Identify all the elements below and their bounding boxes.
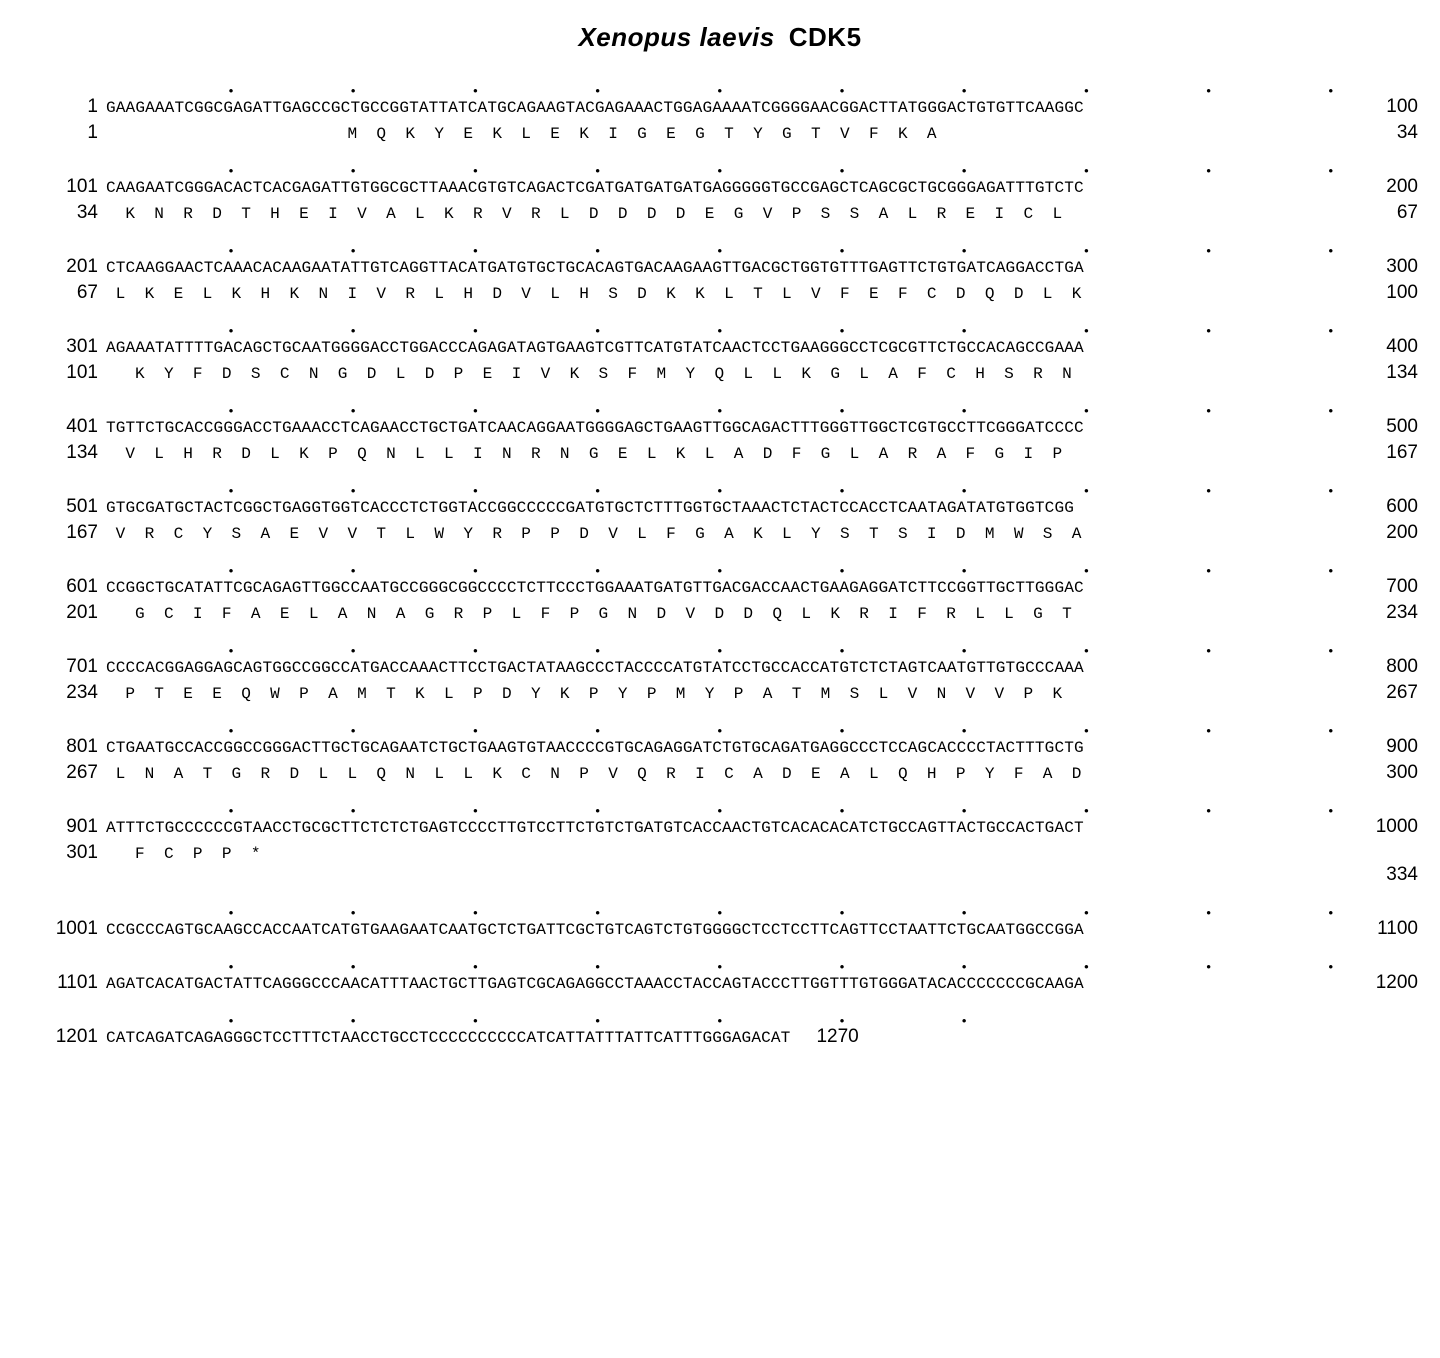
ruler-tick: •: [838, 804, 846, 819]
nt-end-number: 1270: [816, 1026, 859, 1047]
nt-end-number: 300: [1386, 256, 1418, 277]
ruler-tick: •: [471, 724, 480, 739]
ruler-tick: •: [838, 906, 846, 921]
ruler-tick: •: [593, 804, 602, 819]
nucleotide-sequence: AGAAATATTTTGACAGCTGCAATGGGGACCTGGACCCAGAGATAGTGAAGTCGTTCATGTATCAACTCCTGAAGGGCCTCGCGTTCTGCCACAGCCGAAA: [106, 339, 1084, 357]
ruler-tick: •: [715, 84, 724, 99]
amino-acid-sequence: F C P P *: [106, 845, 261, 863]
nt-start-number: 901: [66, 816, 98, 837]
ruler-tick: •: [960, 164, 969, 179]
nt-end-number: 500: [1386, 416, 1418, 437]
ruler-tick: •: [1326, 84, 1335, 99]
ruler-ticks: [114, 324, 1336, 339]
ruler-tick: •: [1326, 484, 1335, 499]
nucleotide-row: [22, 496, 1418, 518]
sequence-block: [22, 906, 1418, 940]
ruler-tick: •: [1326, 906, 1335, 921]
ruler-tick: •: [593, 564, 602, 579]
ruler-tick: •: [715, 564, 724, 579]
ruler-tick: •: [838, 404, 846, 419]
aa-start-number: 101: [66, 362, 98, 383]
amino-acid-row: [22, 282, 1418, 304]
ruler-tick: •: [838, 484, 846, 499]
ruler-tick: •: [960, 84, 969, 99]
aa-end-number: 34: [1396, 122, 1418, 143]
sequence-block: [22, 324, 1418, 384]
nucleotide-row: [22, 736, 1418, 758]
ruler-tick: •: [1082, 906, 1091, 921]
ruler-tick: •: [593, 84, 602, 99]
ruler-tick: •: [227, 724, 235, 739]
amino-acid-sequence: G C I F A E L A N A G R P L F P G N D V D D Q L K R I F R L L G T: [106, 605, 1072, 623]
ruler-tick: •: [1082, 84, 1091, 99]
ruler-tick: •: [349, 960, 358, 975]
sequence-block: [22, 564, 1418, 624]
ruler-tick: •: [227, 244, 235, 259]
ruler-tick: •: [471, 804, 480, 819]
ruler-tick: •: [838, 84, 846, 99]
ruler-tick: •: [960, 564, 969, 579]
ruler-tick: •: [1082, 324, 1091, 339]
nucleotide-row: [22, 96, 1418, 118]
ruler-tick: •: [715, 244, 724, 259]
sequence-block: [22, 84, 1418, 144]
ruler-tick: •: [593, 484, 602, 499]
nucleotide-row: [22, 816, 1418, 838]
aa-end-number: 167: [1386, 442, 1418, 463]
ruler-tick: •: [593, 906, 602, 921]
nucleotide-row: [22, 576, 1418, 598]
ruler-tick: •: [838, 324, 846, 339]
ruler-tick: •: [227, 84, 235, 99]
ruler-tick: •: [1204, 644, 1213, 659]
ruler-tick: •: [593, 164, 602, 179]
nucleotide-sequence: TGTTCTGCACCGGGACCTGAAACCTCAGAACCTGCTGATCAACAGGAATGGGGAGCTGAAGTTGGCAGACTTTGGGTTGGCTCGTGCCTTCGGGATCCCC: [106, 419, 1084, 437]
amino-acid-sequence: K Y F D S C N G D L D P E I V K S F M Y Q L L K G L A F C H S R N: [106, 365, 1072, 383]
amino-acid-sequence: P T E E Q W P A M T K L P D Y K P Y P M Y P A T M S L V N V V P K: [106, 685, 1063, 703]
ruler-tick: •: [593, 324, 602, 339]
ruler-tick: •: [227, 804, 235, 819]
ruler-tick: •: [1204, 804, 1213, 819]
ruler-tick: •: [349, 804, 358, 819]
ruler-tick: •: [960, 244, 969, 259]
nt-end-number: 800: [1386, 656, 1418, 677]
ruler-tick: •: [1082, 244, 1091, 259]
ruler-tick: •: [1326, 164, 1335, 179]
ruler-tick: •: [227, 644, 235, 659]
ruler-tick: •: [471, 244, 480, 259]
ruler-tick: •: [349, 906, 358, 921]
aa-start-number: 167: [66, 522, 98, 543]
aa-start-number: 1: [87, 122, 98, 143]
ruler-tick: •: [1326, 244, 1335, 259]
ruler-tick: •: [349, 724, 358, 739]
figure-title: [0, 0, 1440, 53]
aa-end-number: 234: [1386, 602, 1418, 623]
nt-start-number: 1: [87, 96, 98, 117]
nt-start-number: 501: [66, 496, 98, 517]
nucleotide-sequence: GTGCGATGCTACTCGGCTGAGGTGGTCACCCTCTGGTACCGGCCCCCGATGTGCTCTTTGGTGCTAAACTCTACTCCACCTCAATAGATATGTGGTCGG: [106, 499, 1075, 517]
nt-end-number: 400: [1386, 336, 1418, 357]
nt-start-number: 801: [66, 736, 98, 757]
aa-end-number: 267: [1386, 682, 1418, 703]
ruler-tick: •: [349, 564, 358, 579]
ruler-tick: •: [471, 404, 480, 419]
ruler-tick: •: [471, 484, 480, 499]
ruler-tick: •: [593, 644, 602, 659]
nucleotide-sequence: CAAGAATCGGGACACTCACGAGATTGTGGCGCTTAAACGTGTCAGACTCGATGATGATGATGAGGGGGTGCCGAGCTCAGCGCTGCGGGAGATTTGTCTC: [106, 179, 1084, 197]
sequence-blocks: [0, 84, 1440, 1048]
ruler-tick: •: [715, 164, 724, 179]
ruler-tick: •: [1326, 324, 1335, 339]
sequence-block: [22, 1014, 1418, 1048]
nt-start-number: 601: [66, 576, 98, 597]
amino-acid-sequence: V L H R D L K P Q N L L I N R N G E L K L A D F G L A R A F G I P: [106, 445, 1063, 463]
amino-acid-row: [22, 682, 1418, 704]
ruler-tick: •: [1204, 244, 1213, 259]
aa-end-number: 300: [1386, 762, 1418, 783]
nt-end-number: 700: [1386, 576, 1418, 597]
amino-acid-sequence: M Q K Y E K L E K I G E G T Y G T V F K A: [106, 125, 937, 143]
nt-start-number: 1101: [57, 972, 98, 993]
nt-start-number: 701: [66, 656, 98, 677]
ruler-tick: •: [349, 164, 358, 179]
amino-acid-row: [22, 522, 1418, 544]
nucleotide-sequence: ATTTCTGCCCCCCGTAACCTGCGCTTCTCTCTGAGTCCCCTTGTCCTTCTGTCTGATGTCACCAACTGTCACACACATCTGCCAGTTACTGCCACTGACT: [106, 819, 1084, 837]
ruler-tick: •: [1082, 960, 1091, 975]
ruler-tick: •: [227, 1014, 235, 1029]
ruler-tick: •: [471, 906, 480, 921]
sequence-block: [22, 164, 1418, 224]
ruler-tick: •: [1204, 404, 1213, 419]
ruler-tick: •: [1204, 960, 1213, 975]
ruler-ticks: [114, 804, 1336, 819]
ruler-tick: •: [471, 564, 480, 579]
amino-acid-row: [22, 202, 1418, 224]
ruler-ticks: [114, 724, 1336, 739]
ruler-tick: •: [1326, 564, 1335, 579]
ruler-ticks: [114, 484, 1336, 499]
nucleotide-sequence: CATCAGATCAGAGGGCTCCTTTCTAACCTGCCTCCCCCCCCCCATCATTATTTATTCATTTGGGAGACAT: [106, 1029, 791, 1047]
ruler-tick: •: [960, 324, 969, 339]
ruler-tick: •: [1326, 644, 1335, 659]
aa-end-number: 67: [1396, 202, 1418, 223]
nt-start-number: 401: [66, 416, 98, 437]
nt-end-number: 1200: [1375, 972, 1418, 993]
ruler-tick: •: [471, 164, 480, 179]
ruler-tick: •: [471, 1014, 480, 1029]
ruler-ticks: [114, 960, 1336, 975]
ruler-tick: •: [960, 960, 969, 975]
amino-acid-row: [22, 362, 1418, 384]
ruler-tick: •: [715, 404, 724, 419]
nucleotide-sequence: CCCCACGGAGGAGCAGTGGCCGGCCATGACCAAACTTCCTGACTATAAGCCCTACCCCATGTATCCTGCCACCATGTCTCTAGTCAATGTTGTGCCCAAA: [106, 659, 1084, 677]
ruler-tick: •: [1204, 164, 1213, 179]
nucleotide-row: [22, 972, 1418, 994]
ruler-tick: •: [349, 244, 358, 259]
ruler-ticks: [114, 404, 1336, 419]
nt-end-number: 200: [1386, 176, 1418, 197]
ruler-tick: •: [471, 324, 480, 339]
nt-start-number: 101: [66, 176, 98, 197]
species-name: Xenopus laevis: [578, 22, 775, 52]
sequence-block: [22, 724, 1418, 784]
ruler-tick: •: [838, 164, 846, 179]
ruler-ticks: [114, 1014, 1336, 1029]
nt-end-number: 1000: [1375, 816, 1418, 837]
sequence-block: [22, 404, 1418, 464]
ruler-tick: •: [593, 1014, 602, 1029]
aa-start-number: 201: [66, 602, 98, 623]
nucleotide-sequence: CCGGCTGCATATTCGCAGAGTTGGCCAATGCCGGGCGGCCCCTCTTCCCTGGAAATGATGTTGACGACCAACTGAAGAGGATCTTCCGGTTGCTTGGGAC: [106, 579, 1084, 597]
nucleotide-row: [22, 256, 1418, 278]
ruler-tick: •: [593, 724, 602, 739]
ruler-tick: •: [1082, 404, 1091, 419]
ruler-tick: •: [349, 324, 358, 339]
amino-acid-row: [22, 842, 1418, 864]
ruler-ticks: [114, 84, 1336, 99]
ruler-tick: •: [227, 164, 235, 179]
ruler-tick: •: [1204, 324, 1213, 339]
ruler-tick: •: [960, 644, 969, 659]
amino-acid-row: [22, 442, 1418, 464]
aa-start-number: 301: [66, 842, 98, 863]
ruler-ticks: [114, 644, 1336, 659]
aa-total-number: 334: [1386, 864, 1418, 885]
sequence-block: [22, 644, 1418, 704]
ruler-tick: •: [960, 404, 969, 419]
amino-acid-sequence: L K E L K H K N I V R L H D V L H S D K K L T L V F E F C D Q D L K: [106, 285, 1082, 303]
ruler-tick: •: [1204, 906, 1213, 921]
ruler-tick: •: [1326, 960, 1335, 975]
nucleotide-sequence: CCGCCCAGTGCAAGCCACCAATCATGTGAAGAATCAATGCTCTGATTCGCTGTCAGTCTGTGGGGCTCCTCCTTCAGTTCCTAATTCTGCAATGGCCGGA: [106, 921, 1084, 939]
nucleotide-row: [22, 656, 1418, 678]
nucleotide-sequence: CTGAATGCCACCGGCCGGGACTTGCTGCAGAATCTGCTGAAGTGTAACCCCGTGCAGAGGATCTGTGCAGATGAGGCCCTCCAGCACCCCTACTTTGCTG: [106, 739, 1084, 757]
ruler-tick: •: [1082, 644, 1091, 659]
ruler-tick: •: [838, 644, 846, 659]
nucleotide-row: [22, 1026, 1418, 1048]
nucleotide-row: [22, 416, 1418, 438]
ruler-tick: •: [960, 906, 969, 921]
nucleotide-row: [22, 176, 1418, 198]
aa-start-number: 34: [76, 202, 98, 223]
amino-acid-row: [22, 762, 1418, 784]
ruler-tick: •: [715, 960, 724, 975]
nt-start-number: 1201: [55, 1026, 98, 1047]
nucleotide-row: [22, 918, 1418, 940]
ruler-tick: •: [960, 724, 969, 739]
ruler-tick: •: [1204, 484, 1213, 499]
ruler-tick: •: [715, 724, 724, 739]
amino-acid-row: [22, 122, 1418, 144]
ruler-tick: •: [593, 404, 602, 419]
ruler-tick: •: [715, 484, 724, 499]
sequence-block: [22, 244, 1418, 304]
ruler-tick: •: [227, 906, 235, 921]
nucleotide-row: [22, 336, 1418, 358]
nucleotide-sequence: AGATCACATGACTATTCAGGGCCCAACATTTAACTGCTTGAGTCGCAGAGGCCTAAACCTACCAGTACCCTTGGTTTGTGGGATACACCCCCCCGCAAGA: [106, 975, 1084, 993]
ruler-tick: •: [471, 84, 480, 99]
ruler-tick: •: [960, 484, 969, 499]
ruler-tick: •: [227, 404, 235, 419]
aa-start-number: 67: [76, 282, 98, 303]
nt-start-number: 201: [66, 256, 98, 277]
ruler-tick: •: [1326, 404, 1335, 419]
ruler-tick: •: [1082, 564, 1091, 579]
ruler-tick: •: [838, 960, 846, 975]
ruler-tick: •: [1204, 724, 1213, 739]
ruler-tick: •: [1082, 724, 1091, 739]
nt-start-number: 301: [66, 336, 98, 357]
ruler-tick: •: [227, 960, 235, 975]
ruler-tick: •: [1082, 164, 1091, 179]
ruler-tick: •: [715, 804, 724, 819]
aa-start-number: 267: [66, 762, 98, 783]
nt-start-number: 1001: [55, 918, 98, 939]
ruler-tick: •: [1204, 84, 1213, 99]
ruler-tick: •: [715, 1014, 724, 1029]
nt-end-number: 1100: [1377, 918, 1418, 939]
nucleotide-sequence: CTCAAGGAACTCAAACACAAGAATATTGTCAGGTTACATGATGTGCTGCACAGTGACAAGAAGTTGACGCTGGTGTTTGAGTTCTGTGATCAGGACCTGA: [106, 259, 1084, 277]
amino-acid-row: [22, 602, 1418, 624]
ruler-tick: •: [715, 906, 724, 921]
sequence-block: [22, 484, 1418, 544]
aa-total-row: [22, 864, 1418, 886]
ruler-tick: •: [838, 564, 846, 579]
nucleotide-sequence: GAAGAAATCGGCGAGATTGAGCCGCTGCCGGTATTATCATGCAGAAGTACGAGAAACTGGAGAAAATCGGGGAACGGACTTATGGGACTGTGTTCAAGGC: [106, 99, 1084, 117]
ruler-tick: •: [349, 404, 358, 419]
ruler-tick: •: [838, 724, 846, 739]
ruler-tick: •: [227, 324, 235, 339]
sequence-block: [22, 804, 1418, 886]
ruler-ticks: [114, 164, 1336, 179]
sequence-block: [22, 960, 1418, 994]
ruler-tick: •: [349, 1014, 358, 1029]
aa-end-number: 200: [1386, 522, 1418, 543]
ruler-ticks: [114, 244, 1336, 259]
aa-start-number: 134: [66, 442, 98, 463]
ruler-tick: •: [1082, 484, 1091, 499]
ruler-tick: •: [471, 960, 480, 975]
ruler-ticks: [114, 906, 1336, 921]
ruler-tick: •: [715, 644, 724, 659]
ruler-tick: •: [838, 1014, 846, 1029]
ruler-tick: •: [349, 84, 358, 99]
ruler-tick: •: [593, 244, 602, 259]
nt-end-number: 600: [1386, 496, 1418, 517]
ruler-ticks: [114, 564, 1336, 579]
ruler-tick: •: [227, 484, 235, 499]
ruler-tick: •: [349, 644, 358, 659]
ruler-tick: •: [838, 244, 846, 259]
ruler-tick: •: [1204, 564, 1213, 579]
ruler-tick: •: [349, 484, 358, 499]
nt-end-number: 900: [1386, 736, 1418, 757]
ruler-tick: •: [960, 804, 969, 819]
nt-end-number: 100: [1386, 96, 1418, 117]
aa-end-number: 100: [1386, 282, 1418, 303]
ruler-tick: •: [1082, 804, 1091, 819]
ruler-tick: •: [593, 960, 602, 975]
amino-acid-sequence: K N R D T H E I V A L K R V R L D D D D E G V P S S A L R E I C L: [106, 205, 1063, 223]
aa-start-number: 234: [66, 682, 98, 703]
gene-name: CDK5: [788, 22, 862, 52]
ruler-tick: •: [960, 1014, 969, 1029]
aa-end-number: 134: [1386, 362, 1418, 383]
amino-acid-sequence: V R C Y S A E V V T L W Y R P P D V L F G A K L Y S T S I D M W S A: [106, 525, 1082, 543]
ruler-tick: •: [715, 324, 724, 339]
ruler-tick: •: [1326, 804, 1335, 819]
ruler-tick: •: [1326, 724, 1335, 739]
ruler-tick: •: [471, 644, 480, 659]
amino-acid-sequence: L N A T G R D L L Q N L L K C N P V Q R I C A D E A L Q H P Y F A D: [106, 765, 1082, 783]
ruler-tick: •: [227, 564, 235, 579]
